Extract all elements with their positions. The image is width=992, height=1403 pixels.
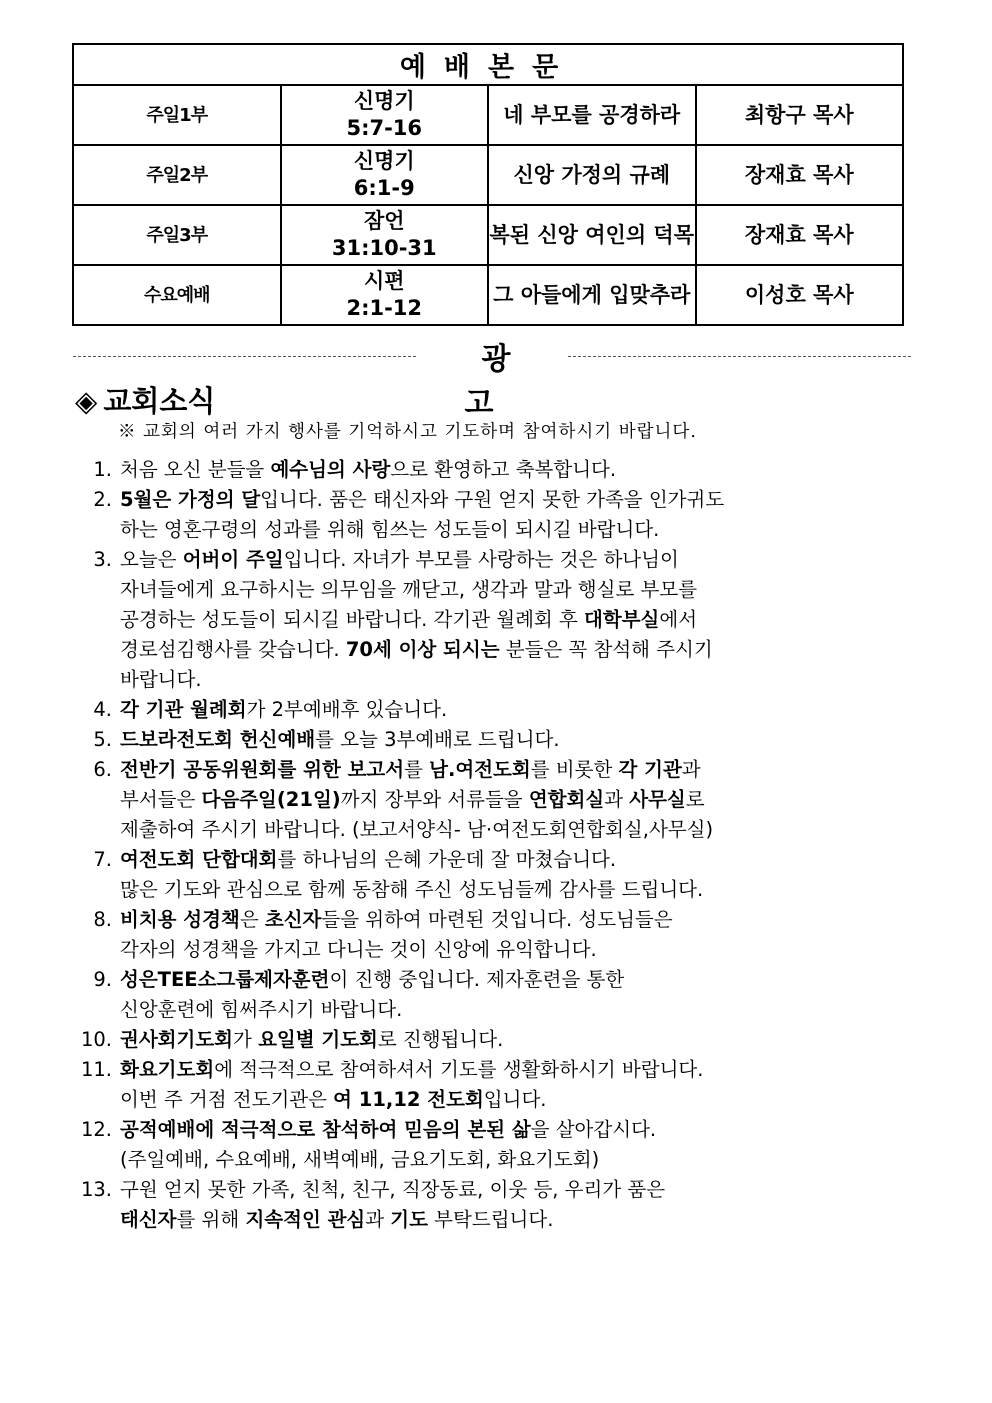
section-title-text: 교회소식 xyxy=(103,384,216,418)
body-text: 입니다. xyxy=(483,1088,547,1111)
emphasis-text: 여 11,12 전도회 xyxy=(333,1088,484,1111)
list-item xyxy=(70,455,910,485)
body-text: 에서 xyxy=(659,608,698,631)
announcements-heading: 광고 xyxy=(464,342,545,421)
sermon-table xyxy=(72,43,904,326)
item-line xyxy=(70,545,910,575)
body-text: 과 xyxy=(681,758,701,781)
item-line xyxy=(70,1145,910,1175)
body-text: 까지 장부와 서류들을 xyxy=(340,788,529,811)
body-text: 과 xyxy=(365,1208,391,1231)
emphasis-text: 남.여전도회 xyxy=(429,758,531,781)
section-title xyxy=(75,379,215,420)
scripture-book: 시편 xyxy=(363,269,405,293)
emphasis-text: 여전도회 단합대회 xyxy=(120,848,278,871)
list-item xyxy=(70,965,910,1025)
scripture-verse: 5:7-16 xyxy=(346,116,423,140)
item-line xyxy=(70,695,910,725)
emphasis-text: 공적예배에 적극적으로 참석하여 믿음의 본된 삶 xyxy=(120,1118,531,1141)
scripture-ref xyxy=(281,265,489,325)
scripture-ref xyxy=(281,205,489,265)
body-text: 은 xyxy=(239,908,265,931)
body-text: 에 적극적으로 참여하셔서 기도를 생활화하시기 바랍니다. xyxy=(214,1058,704,1081)
list-item xyxy=(70,725,910,755)
emphasis-text: 지속적인 관심 xyxy=(245,1208,366,1231)
notice-note: ※ 교회의 여러 가지 행사를 기억하시고 기도하며 참여하시기 바랍니다. xyxy=(118,422,697,442)
body-text: 을 살아갑시다. xyxy=(530,1118,657,1141)
body-text: 구원 얻지 못한 가족, 친척, 친구, 직장동료, 이웃 등, 우리가 품은 xyxy=(120,1178,666,1201)
item-number: 13. xyxy=(80,1178,112,1201)
emphasis-text: 요일별 기도회 xyxy=(258,1028,378,1051)
item-line xyxy=(70,965,910,995)
scripture-ref xyxy=(281,145,489,205)
body-text: 분들은 꼭 참석해 주시기 xyxy=(499,638,713,661)
body-text: 신앙훈련에 힘써주시기 바랍니다. xyxy=(120,998,403,1021)
item-line xyxy=(70,905,910,935)
item-line xyxy=(70,935,910,965)
sermon-row xyxy=(73,265,903,325)
item-number: 3. xyxy=(93,548,112,571)
list-item xyxy=(70,905,910,965)
emphasis-text: 드보라전도회 헌신예배 xyxy=(120,728,316,751)
item-number: 9. xyxy=(93,968,112,991)
emphasis-text: 전반기 공동위원회를 위한 보고서 xyxy=(120,758,405,781)
scripture-verse: 2:1-12 xyxy=(346,296,423,320)
item-line xyxy=(70,575,910,605)
emphasis-text: 대학부실 xyxy=(584,608,660,631)
item-line xyxy=(70,1085,910,1115)
scripture-book: 신명기 xyxy=(353,149,415,173)
item-line xyxy=(70,815,910,845)
list-item xyxy=(70,1115,910,1175)
emphasis-text: 예수님의 사랑 xyxy=(270,458,391,481)
scripture-book: 잠언 xyxy=(363,209,405,233)
emphasis-text: 각 기관 xyxy=(618,758,682,781)
item-line xyxy=(70,1025,910,1055)
emphasis-text: 70세 이상 되시는 xyxy=(345,638,500,661)
emphasis-text: 사무실 xyxy=(629,788,686,811)
scripture-verse: 6:1-9 xyxy=(353,176,415,200)
sermon-table-title: 예배본문 xyxy=(73,44,903,85)
emphasis-text: 기도 xyxy=(390,1208,428,1231)
preacher: 장재효 목사 xyxy=(696,205,904,265)
item-line xyxy=(70,875,910,905)
emphasis-text: 성은TEE소그룹제자훈련 xyxy=(120,968,330,991)
item-number: 7. xyxy=(93,848,112,871)
item-line xyxy=(70,485,910,515)
emphasis-text: 어버이 주일 xyxy=(182,548,284,571)
emphasis-text: 권사회기도회 xyxy=(120,1028,234,1051)
body-text: 처음 오신 분들을 xyxy=(120,458,271,481)
sermon-title: 신앙 가정의 규례 xyxy=(488,145,696,205)
body-text: 경로섬김행사를 갖습니다. xyxy=(120,638,346,661)
item-number: 1. xyxy=(93,458,112,481)
list-item xyxy=(70,755,910,845)
body-text: 들을 위하여 마련된 것입니다. 성도님들은 xyxy=(321,908,673,931)
body-text: 으로 환영하고 축복합니다. xyxy=(390,458,617,481)
item-number: 4. xyxy=(93,698,112,721)
body-text: 를 위해 xyxy=(176,1208,246,1231)
item-line xyxy=(70,725,910,755)
body-text: 이번 주 거점 전도기관은 xyxy=(120,1088,334,1111)
emphasis-text: 연합회실 xyxy=(528,788,605,811)
item-number: 8. xyxy=(93,908,112,931)
body-text: 많은 기도와 관심으로 함께 동참해 주신 성도님들께 감사를 드립니다. xyxy=(120,878,704,901)
item-line xyxy=(70,995,910,1025)
body-text: 부서들은 xyxy=(120,788,202,811)
body-text: 를 xyxy=(404,758,430,781)
item-line xyxy=(70,1055,910,1085)
list-item xyxy=(70,485,910,545)
item-number: 6. xyxy=(93,758,112,781)
emphasis-text: 5월은 가정의 달 xyxy=(120,488,261,511)
item-line xyxy=(70,455,910,485)
item-line xyxy=(70,755,910,785)
item-line xyxy=(70,515,910,545)
diamond-icon: ◈ xyxy=(75,384,98,418)
service-name: 주일1부 xyxy=(73,85,281,145)
body-text: 제출하여 주시기 바랍니다. (보고서양식- 남·여전도회연합회실,사무실) xyxy=(120,818,714,841)
item-line xyxy=(70,785,910,815)
sermon-row xyxy=(73,145,903,205)
body-text: 자녀들에게 요구하시는 의무임을 깨닫고, 생각과 말과 행실로 부모를 xyxy=(120,578,698,601)
preacher: 최항구 목사 xyxy=(696,85,904,145)
body-text: 바랍니다. xyxy=(120,668,202,691)
body-text: 를 비롯한 xyxy=(530,758,619,781)
scripture-book: 신명기 xyxy=(353,89,415,113)
item-number: 11. xyxy=(80,1058,112,1081)
item-number: 10. xyxy=(80,1028,112,1051)
item-line xyxy=(70,845,910,875)
sermon-title: 복된 신앙 여인의 덕목 xyxy=(488,205,696,265)
body-text: 를 오늘 3부예배로 드립니다. xyxy=(315,728,560,751)
body-text: 입니다. 품은 태신자와 구원 얻지 못한 가족을 인가귀도 xyxy=(260,488,725,511)
item-line xyxy=(70,635,910,665)
body-text: 이 진행 중입니다. 제자훈련을 통한 xyxy=(329,968,625,991)
service-name: 주일2부 xyxy=(73,145,281,205)
list-item xyxy=(70,845,910,905)
list-item xyxy=(70,695,910,725)
item-line xyxy=(70,1115,910,1145)
body-text: 로 진행됩니다. xyxy=(377,1028,504,1051)
body-text: 과 xyxy=(604,788,630,811)
body-text: 공경하는 성도들이 되시길 바랍니다. 각기관 월례회 후 xyxy=(120,608,585,631)
sermon-row xyxy=(73,205,903,265)
item-line xyxy=(70,605,910,635)
body-text: 각자의 성경책을 가지고 다니는 것이 신앙에 유익합니다. xyxy=(120,938,597,961)
item-line xyxy=(70,1205,910,1235)
list-item xyxy=(70,1025,910,1055)
scripture-ref xyxy=(281,85,489,145)
sermon-title: 네 부모를 공경하라 xyxy=(488,85,696,145)
emphasis-text: 초신자 xyxy=(264,908,322,931)
body-text: 하는 영혼구령의 성과를 위해 힘쓰는 성도들이 되시길 바랍니다. xyxy=(120,518,660,541)
sermon-row xyxy=(73,85,903,145)
sermon-title: 그 아들에게 입맞추라 xyxy=(488,265,696,325)
scripture-verse: 31:10-31 xyxy=(331,236,437,260)
body-text: 가 2부예배후 있습니다. xyxy=(246,698,448,721)
body-text: 가 xyxy=(233,1028,259,1051)
body-text: 입니다. 자녀가 부모를 사랑하는 것은 하나님이 xyxy=(283,548,679,571)
body-text: 부탁드립니다. xyxy=(427,1208,554,1231)
divider-left xyxy=(73,356,416,357)
divider-right xyxy=(568,356,911,357)
preacher: 이성호 목사 xyxy=(696,265,904,325)
emphasis-text: 태신자 xyxy=(120,1208,177,1231)
item-number: 12. xyxy=(80,1118,112,1141)
emphasis-text: 비치용 성경책 xyxy=(120,908,240,931)
body-text: 로 xyxy=(685,788,705,811)
emphasis-text: 다음주일(21일) xyxy=(201,788,341,811)
emphasis-text: 화요기도회 xyxy=(120,1058,215,1081)
list-item xyxy=(70,545,910,695)
item-number: 5. xyxy=(93,728,112,751)
emphasis-text: 각 기관 월례회 xyxy=(120,698,247,721)
list-item xyxy=(70,1055,910,1115)
body-text: 를 하나님의 은혜 가운데 잘 마쳤습니다. xyxy=(277,848,617,871)
item-number: 2. xyxy=(93,488,112,511)
service-name: 수요예배 xyxy=(73,265,281,325)
item-line xyxy=(70,665,910,695)
list-item xyxy=(70,1175,910,1235)
body-text: 오늘은 xyxy=(120,548,183,571)
item-line xyxy=(70,1175,910,1205)
body-text: (주일예배, 수요예배, 새벽예배, 금요기도회, 화요기도회) xyxy=(120,1148,600,1171)
announcement-list xyxy=(70,455,910,1235)
service-name: 주일3부 xyxy=(73,205,281,265)
preacher: 장재효 목사 xyxy=(696,145,904,205)
